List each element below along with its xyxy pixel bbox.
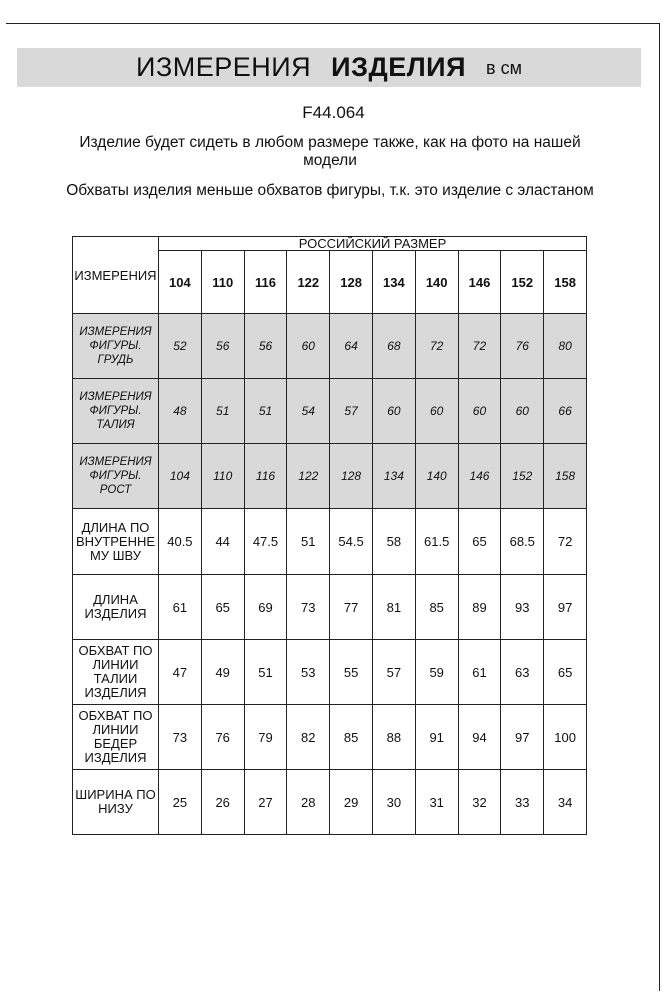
value-cell: 60 bbox=[501, 379, 544, 444]
value-cell: 80 bbox=[544, 314, 587, 379]
fit-note: Изделие будет сидеть в любом размере также, как на фото на нашей модели bbox=[79, 134, 581, 169]
value-cell: 31 bbox=[415, 770, 458, 835]
table-row bbox=[73, 509, 587, 575]
value-cell: 63 bbox=[501, 640, 544, 705]
value-cell: 72 bbox=[544, 509, 587, 575]
size-table bbox=[72, 236, 587, 835]
value-cell: 54.5 bbox=[330, 509, 373, 575]
size-header-cell: 128 bbox=[330, 251, 373, 314]
row-label: ИЗМЕРЕНИЯ ФИГУРЫ. ТАЛИЯ bbox=[73, 379, 159, 444]
value-cell: 97 bbox=[544, 575, 587, 640]
value-cell: 59 bbox=[415, 640, 458, 705]
value-cell: 81 bbox=[372, 575, 415, 640]
value-cell: 104 bbox=[159, 444, 202, 509]
value-cell: 128 bbox=[330, 444, 373, 509]
title-unit: в см bbox=[486, 58, 522, 78]
value-cell: 51 bbox=[287, 509, 330, 575]
value-cell: 28 bbox=[287, 770, 330, 835]
value-cell: 82 bbox=[287, 705, 330, 770]
value-cell: 30 bbox=[372, 770, 415, 835]
value-cell: 122 bbox=[287, 444, 330, 509]
table-row bbox=[73, 379, 587, 444]
size-header-cell: 146 bbox=[458, 251, 501, 314]
value-cell: 76 bbox=[201, 705, 244, 770]
value-cell: 85 bbox=[330, 705, 373, 770]
size-header-cell: 158 bbox=[544, 251, 587, 314]
row-label: ДЛИНА ИЗДЕЛИЯ bbox=[73, 575, 159, 640]
value-cell: 29 bbox=[330, 770, 373, 835]
value-cell: 51 bbox=[201, 379, 244, 444]
value-cell: 69 bbox=[244, 575, 287, 640]
value-cell: 49 bbox=[201, 640, 244, 705]
value-cell: 65 bbox=[201, 575, 244, 640]
value-cell: 64 bbox=[330, 314, 373, 379]
value-cell: 61 bbox=[159, 575, 202, 640]
value-cell: 60 bbox=[458, 379, 501, 444]
value-cell: 54 bbox=[287, 379, 330, 444]
value-cell: 34 bbox=[544, 770, 587, 835]
size-header-cell: 104 bbox=[159, 251, 202, 314]
row-label: ИЗМЕРЕНИЯ ФИГУРЫ. ГРУДЬ bbox=[73, 314, 159, 379]
title-part1: ИЗМЕРЕНИЯ bbox=[136, 52, 312, 82]
value-cell: 85 bbox=[415, 575, 458, 640]
value-cell: 25 bbox=[159, 770, 202, 835]
value-cell: 77 bbox=[330, 575, 373, 640]
value-cell: 56 bbox=[244, 314, 287, 379]
value-cell: 52 bbox=[159, 314, 202, 379]
measurements-header: ИЗМЕРЕНИЯ bbox=[73, 237, 159, 314]
value-cell: 32 bbox=[458, 770, 501, 835]
value-cell: 40.5 bbox=[159, 509, 202, 575]
value-cell: 110 bbox=[201, 444, 244, 509]
value-cell: 116 bbox=[244, 444, 287, 509]
value-cell: 60 bbox=[415, 379, 458, 444]
table-row bbox=[73, 705, 587, 770]
table-row bbox=[73, 640, 587, 705]
title-part2: ИЗДЕЛИЯ bbox=[331, 52, 466, 82]
row-label: ИЗМЕРЕНИЯ ФИГУРЫ. РОСТ bbox=[73, 444, 159, 509]
value-cell: 65 bbox=[544, 640, 587, 705]
value-cell: 61 bbox=[458, 640, 501, 705]
value-cell: 66 bbox=[544, 379, 587, 444]
value-cell: 48 bbox=[159, 379, 202, 444]
value-cell: 146 bbox=[458, 444, 501, 509]
size-header-cell: 110 bbox=[201, 251, 244, 314]
value-cell: 61.5 bbox=[415, 509, 458, 575]
size-header-cell: 140 bbox=[415, 251, 458, 314]
value-cell: 51 bbox=[244, 379, 287, 444]
table-row bbox=[73, 444, 587, 509]
table-row bbox=[73, 770, 587, 835]
value-cell: 47.5 bbox=[244, 509, 287, 575]
table-row bbox=[73, 314, 587, 379]
value-cell: 94 bbox=[458, 705, 501, 770]
table-row bbox=[73, 575, 587, 640]
value-cell: 27 bbox=[244, 770, 287, 835]
value-cell: 76 bbox=[501, 314, 544, 379]
value-cell: 158 bbox=[544, 444, 587, 509]
value-cell: 51 bbox=[244, 640, 287, 705]
size-header-cell: 152 bbox=[501, 251, 544, 314]
value-cell: 57 bbox=[330, 379, 373, 444]
value-cell: 152 bbox=[501, 444, 544, 509]
row-label: ДЛИНА ПО ВНУТРЕННЕ МУ ШВУ bbox=[73, 509, 159, 575]
value-cell: 140 bbox=[415, 444, 458, 509]
value-cell: 26 bbox=[201, 770, 244, 835]
value-cell: 53 bbox=[287, 640, 330, 705]
value-cell: 57 bbox=[372, 640, 415, 705]
size-caption: РОССИЙСКИЙ РАЗМЕР bbox=[159, 237, 587, 251]
value-cell: 55 bbox=[330, 640, 373, 705]
title-banner bbox=[17, 48, 641, 87]
value-cell: 60 bbox=[287, 314, 330, 379]
row-label: ОБХВАТ ПО ЛИНИИ ТАЛИИ ИЗДЕЛИЯ bbox=[73, 640, 159, 705]
value-cell: 33 bbox=[501, 770, 544, 835]
value-cell: 72 bbox=[458, 314, 501, 379]
value-cell: 91 bbox=[415, 705, 458, 770]
value-cell: 47 bbox=[159, 640, 202, 705]
row-label: ОБХВАТ ПО ЛИНИИ БЕДЕР ИЗДЕЛИЯ bbox=[73, 705, 159, 770]
value-cell: 72 bbox=[415, 314, 458, 379]
value-cell: 56 bbox=[201, 314, 244, 379]
value-cell: 79 bbox=[244, 705, 287, 770]
value-cell: 68.5 bbox=[501, 509, 544, 575]
value-cell: 88 bbox=[372, 705, 415, 770]
table-header-row-caption bbox=[73, 237, 587, 251]
value-cell: 58 bbox=[372, 509, 415, 575]
elastane-note: Обхваты изделия меньше обхватов фигуры, т.к. это изделие с эластаном bbox=[66, 182, 594, 199]
value-cell: 100 bbox=[544, 705, 587, 770]
value-cell: 73 bbox=[159, 705, 202, 770]
value-cell: 89 bbox=[458, 575, 501, 640]
value-cell: 73 bbox=[287, 575, 330, 640]
value-cell: 134 bbox=[372, 444, 415, 509]
value-cell: 93 bbox=[501, 575, 544, 640]
value-cell: 65 bbox=[458, 509, 501, 575]
value-cell: 68 bbox=[372, 314, 415, 379]
value-cell: 44 bbox=[201, 509, 244, 575]
value-cell: 97 bbox=[501, 705, 544, 770]
value-cell: 60 bbox=[372, 379, 415, 444]
row-label: ШИРИНА ПО НИЗУ bbox=[73, 770, 159, 835]
size-header-cell: 134 bbox=[372, 251, 415, 314]
article-number: F44.064 bbox=[302, 103, 365, 122]
size-header-cell: 116 bbox=[244, 251, 287, 314]
size-header-cell: 122 bbox=[287, 251, 330, 314]
